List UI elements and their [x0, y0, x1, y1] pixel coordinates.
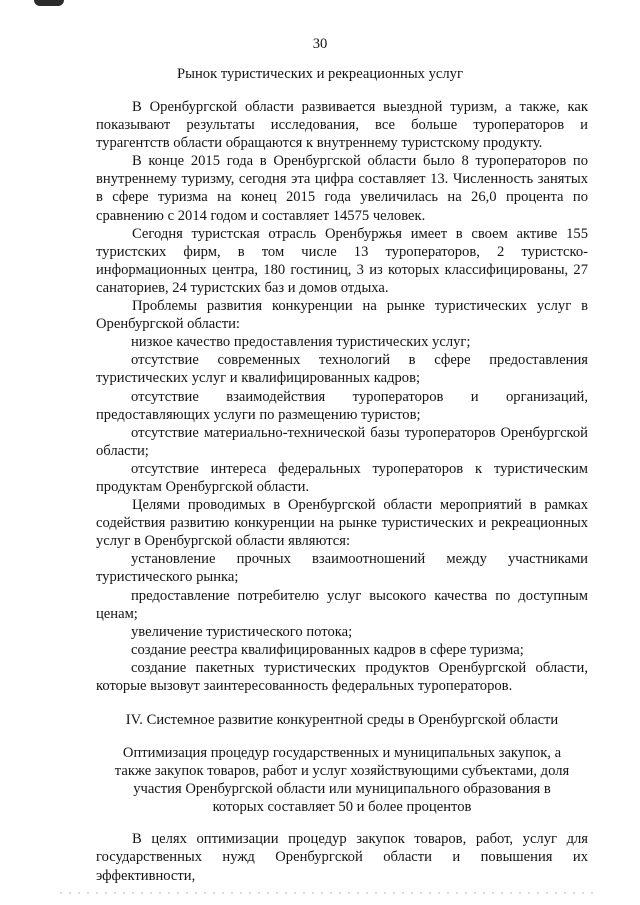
goal-item: увеличение туристического потока; [131, 623, 353, 640]
goal-item: предоставление потребителю услуг высокого качества по доступным ценам; [96, 587, 588, 622]
paragraph-goals-intro: Целями проводимых в Оренбургской области мероприятий в рамках содействия развитию конкуренции на рынке туристических и рекреационных услуг в Оренбургской области являются: [96, 497, 588, 550]
subsection-heading: Оптимизация процедур государственных и муниципальных закупок, а также закупок товаров, работ и услуг хозяйствующими субъектами, доля участия Оренбургской области или муниципального образования в которых составляет 50 и более процентов [114, 745, 570, 815]
problem-item: отсутствие материально-технической базы туроператоров Оренбургской области; [96, 424, 588, 459]
section-title: Рынок туристических и рекреационных услуг [177, 66, 463, 82]
paragraph-tour-operators: В конце 2015 года в Оренбургской области было 8 туроператоров по внутреннему туризму, сегодня эта цифра составляет 13. Численность занятых в сфере туризма на конец 2015 года увеличилась на 26,0 процента по сравнению с 2014 годом и составляет 14575 человек. [96, 153, 588, 224]
paragraph-procurement: В целях оптимизации процедур закупок товаров, работ, услуг для государственных нужд Оренбургской области и повышения их эффективности, [96, 831, 588, 884]
problem-item: отсутствие современных технологий в сфере предоставления туристических услуг и квалифицированных кадров; [96, 352, 588, 387]
scan-edge-artifact [60, 892, 600, 894]
document-body [96, 98, 588, 885]
goal-item: создание реестра квалифицированных кадров в сфере туризма; [131, 641, 524, 658]
problem-item: отсутствие интереса федеральных туроператоров к туристическим продуктам Оренбургской области. [96, 460, 588, 495]
problem-item: низкое качество предоставления туристических услуг; [131, 334, 471, 351]
paragraph-problems-intro: Проблемы развития конкуренции на рынке туристических услуг в Оренбургской области: [96, 298, 588, 333]
chapter-title: IV. Системное развитие конкурентной среды в Оренбургской области [125, 712, 559, 729]
goal-item: установление прочных взаимоотношений между участниками туристического рынка; [96, 551, 588, 586]
paragraph-outbound-tourism: В Оренбургской области развивается выездной туризм, а также, как показывают результаты исследования, все больше туроператоров и турагентств области обращаются к внутреннему туристскому продукту. [96, 99, 588, 152]
paragraph-industry-assets: Сегодня туристская отрасль Оренбуржья имеет в своем активе 155 туристских фирм, в том числе 13 туроператоров, 2 туристско-информационных центра, 180 гостиниц, 3 из которых классифицированы, 27 санаториев, 24 туристских баз и домов отдыха. [96, 225, 588, 296]
page-number: 30 [312, 36, 328, 52]
scan-artifact [34, 0, 64, 6]
goal-item: создание пакетных туристических продуктов Оренбургской области, которые вызовут заинтересованность федеральных туроператоров. [96, 659, 588, 694]
problem-item: отсутствие взаимодействия туроператоров и организаций, предоставляющих услуги по размещению туристов; [96, 388, 588, 423]
